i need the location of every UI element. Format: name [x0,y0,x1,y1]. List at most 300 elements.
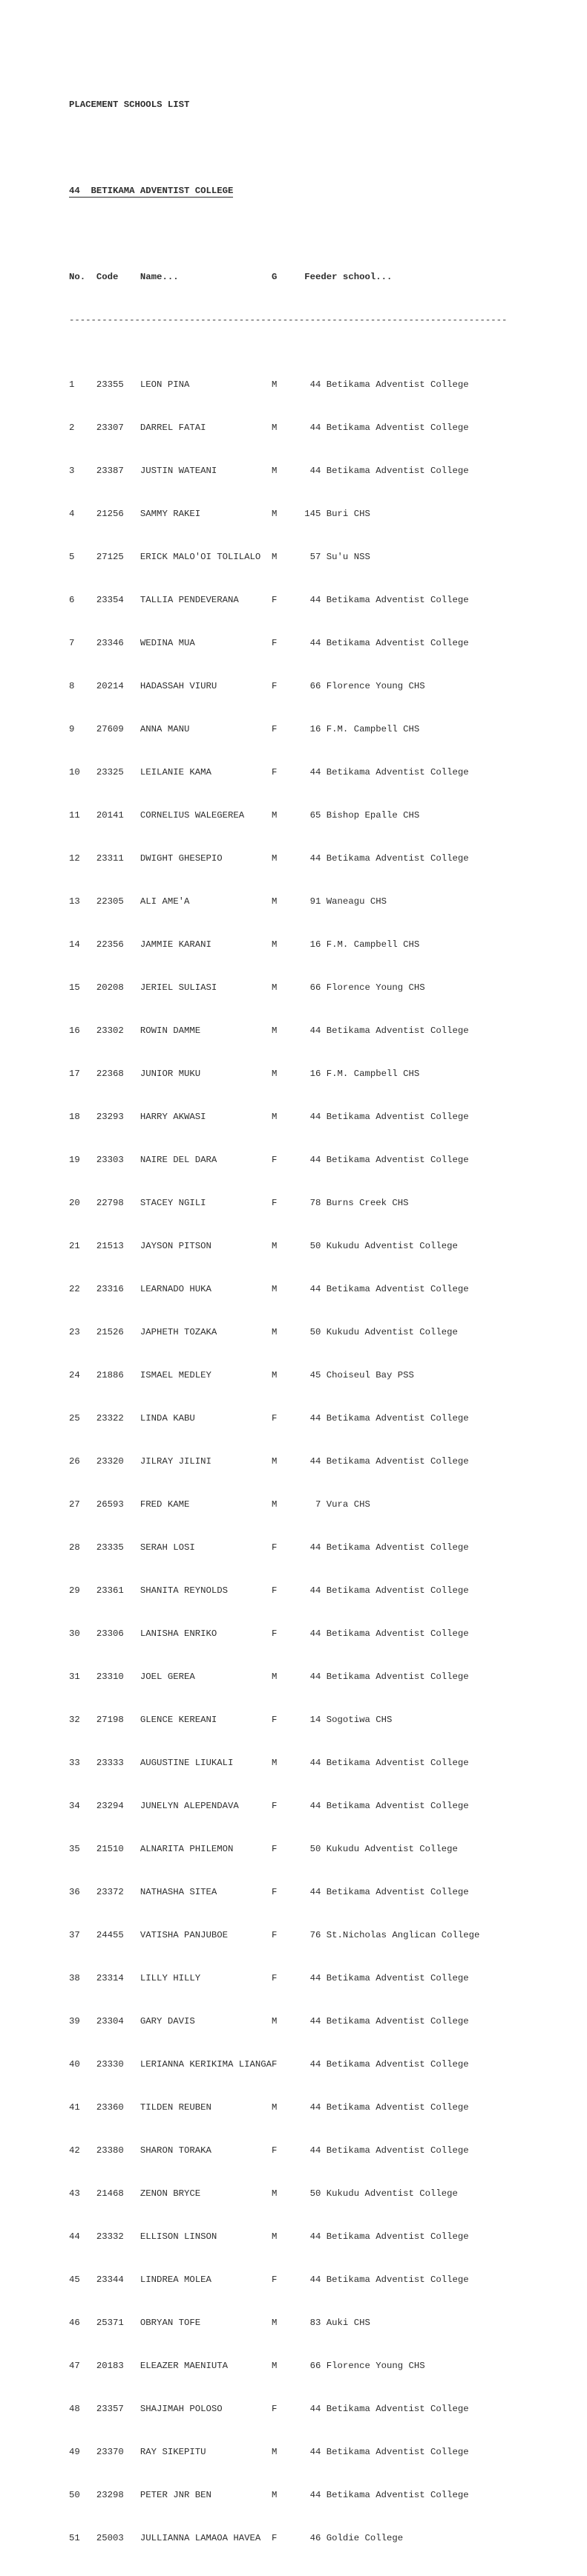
student-gender: F [272,723,278,734]
table-separator: -------------------------------------------------------------------------------- [69,314,508,325]
feeder-code: 44 [309,1412,321,1424]
table-row [69,2275,507,2286]
student-gender: F [272,766,278,777]
table-row [69,1672,507,1683]
feeder-school: Waneagu CHS [326,896,387,907]
school-heading-line [69,186,507,197]
student-gender: M [272,465,278,476]
feeder-school: Betikama Adventist College [326,2015,469,2026]
feeder-school: Betikama Adventist College [326,1283,469,1294]
student-gender: M [272,939,278,950]
feeder-code: 50 [309,2188,321,2199]
student-name: SAMMY RAKEI [140,508,201,519]
table-row [69,1241,507,1252]
student-code: 23314 [96,1972,124,1983]
student-no: 43 [69,2188,80,2199]
student-code: 23360 [96,2101,124,2113]
feeder-school: Choiseul Bay PSS [326,1369,414,1380]
table-row [69,1069,507,1080]
feeder-school: F.M. Campbell CHS [326,1068,420,1079]
table-row [69,379,507,391]
feeder-school: Betikama Adventist College [326,852,469,864]
student-gender: M [272,1671,278,1682]
student-code: 23306 [96,1628,124,1639]
table-row [69,1198,507,1209]
student-code: 23335 [96,1542,124,1553]
table-row [69,1112,507,1123]
feeder-code: 46 [309,2532,321,2543]
student-gender: M [272,1757,278,1768]
student-code: 21886 [96,1369,124,1380]
feeder-code: 44 [309,2101,321,2113]
student-no: 10 [69,766,80,777]
feeder-code: 16 [309,1068,321,1079]
table-row [69,423,507,434]
feeder-school: Betikama Adventist College [326,2058,469,2070]
student-gender: M [272,896,278,907]
student-gender: M [272,1326,278,1337]
table-row [69,810,507,821]
student-name: LEILANIE KAMA [140,766,211,777]
student-gender: F [272,2403,278,2414]
student-code: 27198 [96,1714,124,1725]
student-no: 41 [69,2101,80,2113]
student-name: NAIRE DEL DARA [140,1154,217,1165]
student-gender: F [272,1585,278,1596]
student-code: 23307 [96,422,124,433]
student-name: FRED KAME [140,1499,190,1510]
feeder-school: Betikama Adventist College [326,1886,469,1897]
student-code: 25003 [96,2532,124,2543]
feeder-school: Betikama Adventist College [326,1542,469,1553]
feeder-code: 78 [309,1197,321,1208]
feeder-code: 44 [309,1585,321,1596]
feeder-code: 44 [309,2015,321,2026]
feeder-school: F.M. Campbell CHS [326,723,420,734]
student-code: 23302 [96,1025,124,1036]
table-row [69,2016,507,2027]
student-gender: F [272,1972,278,1983]
student-code: 23316 [96,1283,124,1294]
student-gender: M [272,1068,278,1079]
feeder-school: Betikama Adventist College [326,637,469,648]
column-header-feeder-school: Feeder school... [304,271,393,282]
student-gender: M [272,2231,278,2242]
feeder-school: Betikama Adventist College [326,594,469,605]
feeder-school: Betikama Adventist College [326,1757,469,1768]
student-gender: M [272,809,278,821]
student-code: 27609 [96,723,124,734]
student-code: 20141 [96,809,124,821]
student-code: 22305 [96,896,124,907]
student-no: 29 [69,1585,80,1596]
feeder-school: Betikama Adventist College [326,2274,469,2285]
student-gender: M [272,852,278,864]
feeder-code: 45 [309,1369,321,1380]
feeder-school: Sogotiwa CHS [326,1714,393,1725]
student-no: 11 [69,809,80,821]
student-name: ERICK MALO'OI TOLILALO [140,551,261,562]
feeder-code: 44 [309,1154,321,1165]
student-gender: M [272,2015,278,2026]
student-no: 38 [69,1972,80,1983]
feeder-code: 44 [309,1972,321,1983]
student-name: DARREL FATAI [140,422,206,433]
student-code: 23354 [96,594,124,605]
feeder-school: Betikama Adventist College [326,465,469,476]
feeder-school: Betikama Adventist College [326,2145,469,2156]
student-name: CORNELIUS WALEGEREA [140,809,245,821]
student-code: 23310 [96,1671,124,1682]
student-name: JAMMIE KARANI [140,939,211,950]
table-row [69,2533,507,2544]
student-code: 23344 [96,2274,124,2285]
student-name: PETER JNR BEN [140,2489,211,2500]
feeder-code: 44 [309,1671,321,1682]
student-gender: F [272,1154,278,1165]
school-heading: 44 BETIKAMA ADVENTIST COLLEGE [69,186,233,198]
feeder-code: 65 [309,809,321,821]
student-gender: F [272,2058,278,2070]
student-gender: F [272,1800,278,1811]
student-no: 37 [69,1929,80,1940]
student-code: 21526 [96,1326,124,1337]
feeder-school: Kukudu Adventist College [326,2188,458,2199]
table-row [69,767,507,778]
student-no: 1 [69,379,75,390]
student-no: 42 [69,2145,80,2156]
student-no: 26 [69,1455,80,1467]
student-name: JUNIOR MUKU [140,1068,201,1079]
feeder-school: Florence Young CHS [326,2360,425,2371]
student-name: STACEY NGILI [140,1197,206,1208]
feeder-code: 44 [309,852,321,864]
student-no: 16 [69,1025,80,1036]
column-header-code: Code [96,271,119,282]
feeder-code: 66 [309,2360,321,2371]
student-name: JULLIANNA LAMAOA HAVEA [140,2532,261,2543]
student-gender: M [272,2188,278,2199]
table-row [69,1499,507,1510]
student-no: 3 [69,465,75,476]
student-gender: F [272,2145,278,2156]
table-row [69,2447,507,2458]
student-no: 28 [69,1542,80,1553]
student-gender: M [272,379,278,390]
student-gender: M [272,982,278,993]
feeder-code: 44 [309,2446,321,2457]
feeder-code: 44 [309,1800,321,1811]
student-name: LERIANNA KERIKIMA LIANGA [140,2058,272,2070]
student-code: 27125 [96,551,124,562]
student-no: 39 [69,2015,80,2026]
student-no: 34 [69,1800,80,1811]
student-gender: M [272,1240,278,1251]
student-gender: F [272,1628,278,1639]
student-gender: F [272,1843,278,1854]
student-no: 45 [69,2274,80,2285]
student-no: 17 [69,1068,80,1079]
student-gender: M [272,1283,278,1294]
feeder-school: Betikama Adventist College [326,379,469,390]
student-no: 50 [69,2489,80,2500]
student-no: 12 [69,852,80,864]
table-row [69,466,507,477]
student-gender: M [272,1025,278,1036]
feeder-code: 44 [309,422,321,433]
student-code: 22798 [96,1197,124,1208]
feeder-code: 44 [309,2058,321,2070]
table-row [69,1025,507,1037]
student-code: 23361 [96,1585,124,1596]
student-no: 19 [69,1154,80,1165]
student-no: 40 [69,2058,80,2070]
feeder-code: 7 [315,1499,321,1510]
student-code: 21468 [96,2188,124,2199]
feeder-school: Kukudu Adventist College [326,1326,458,1337]
feeder-code: 44 [309,1283,321,1294]
student-code: 23380 [96,2145,124,2156]
student-no: 20 [69,1197,80,1208]
feeder-school: Betikama Adventist College [326,1412,469,1424]
student-gender: F [272,1197,278,1208]
feeder-code: 66 [309,680,321,691]
table-row [69,982,507,994]
feeder-school: Betikama Adventist College [326,1025,469,1036]
feeder-code: 76 [309,1929,321,1940]
feeder-code: 57 [309,551,321,562]
student-code: 26593 [96,1499,124,1510]
feeder-code: 16 [309,723,321,734]
table-row [69,1887,507,1898]
table-row [69,1844,507,1855]
student-no: 18 [69,1111,80,1122]
student-name: ANNA MANU [140,723,190,734]
student-no: 21 [69,1240,80,1251]
student-gender: M [272,1111,278,1122]
feeder-school: Betikama Adventist College [326,1800,469,1811]
table-row [69,2188,507,2200]
student-gender: M [272,2489,278,2500]
student-name: LILLY HILLY [140,1972,201,1983]
feeder-school: Betikama Adventist College [326,766,469,777]
student-name: SHANITA REYNOLDS [140,1585,228,1596]
student-name: SHARON TORAKA [140,2145,211,2156]
student-code: 23333 [96,1757,124,1768]
student-gender: M [272,1455,278,1467]
student-code: 23304 [96,2015,124,2026]
student-gender: M [272,422,278,433]
student-name: TILDEN REUBEN [140,2101,211,2113]
student-gender: F [272,2274,278,2285]
table-row [69,1801,507,1812]
student-gender: F [272,1542,278,1553]
student-gender: M [272,2317,278,2328]
student-no: 30 [69,1628,80,1639]
feeder-code: 44 [309,1886,321,1897]
feeder-school: Betikama Adventist College [326,1671,469,1682]
table-row [69,1413,507,1424]
student-no: 49 [69,2446,80,2457]
table-row [69,595,507,606]
feeder-code: 44 [309,637,321,648]
feeder-school: Kukudu Adventist College [326,1240,458,1251]
student-code: 20214 [96,680,124,691]
student-no: 6 [69,594,75,605]
student-no: 22 [69,1283,80,1294]
student-name: VATISHA PANJUBOE [140,1929,228,1940]
table-row [69,2404,507,2415]
feeder-code: 145 [304,508,321,519]
student-name: LINDA KABU [140,1412,195,1424]
feeder-school: Betikama Adventist College [326,2489,469,2500]
feeder-school: St.Nicholas Anglican College [326,1929,480,1940]
feeder-school: Vura CHS [326,1499,370,1510]
feeder-code: 14 [309,1714,321,1725]
student-gender: M [272,1499,278,1510]
student-no: 48 [69,2403,80,2414]
student-name: JAYSON PITSON [140,1240,211,1251]
table-row [69,1715,507,1726]
feeder-code: 50 [309,1240,321,1251]
student-no: 46 [69,2317,80,2328]
feeder-school: Bishop Epalle CHS [326,809,420,821]
student-code: 23298 [96,2489,124,2500]
feeder-code: 44 [309,1628,321,1639]
student-name: SHAJIMAH POLOSO [140,2403,223,2414]
table-row [69,2231,507,2243]
feeder-code: 44 [309,465,321,476]
student-code: 23387 [96,465,124,476]
table-row [69,1628,507,1640]
student-no: 32 [69,1714,80,1725]
student-name: SERAH LOSI [140,1542,195,1553]
table-row [69,552,507,563]
feeder-code: 44 [309,766,321,777]
feeder-school: Betikama Adventist College [326,2101,469,2113]
student-no: 9 [69,723,75,734]
column-header-gender: G [272,271,278,282]
feeder-school: Burns Creek CHS [326,1197,409,1208]
feeder-school: Betikama Adventist College [326,1111,469,1122]
table-row [69,1930,507,1941]
student-name: HARRY AKWASI [140,1111,206,1122]
table-row [69,896,507,907]
feeder-code: 50 [309,1843,321,1854]
student-code: 23293 [96,1111,124,1122]
student-name: DWIGHT GHESEPIO [140,852,223,864]
table-row [69,1542,507,1553]
student-name: LEARNADO HUKA [140,1283,211,1294]
student-gender: F [272,1714,278,1725]
document-page [69,67,507,2576]
student-name: LEON PINA [140,379,190,390]
student-gender: F [272,637,278,648]
student-name: ROWIN DAMME [140,1025,201,1036]
table-row [69,1370,507,1381]
student-code: 23332 [96,2231,124,2242]
student-gender: M [272,508,278,519]
student-name: GARY DAVIS [140,2015,195,2026]
student-code: 23357 [96,2403,124,2414]
student-name: JUSTIN WATEANI [140,465,217,476]
student-code: 22368 [96,1068,124,1079]
feeder-school: Su'u NSS [326,551,370,562]
student-name: RAY SIKEPITU [140,2446,206,2457]
student-gender: M [272,1369,278,1380]
table-row [69,2361,507,2372]
student-no: 51 [69,2532,80,2543]
student-no: 23 [69,1326,80,1337]
table-row [69,2318,507,2329]
student-no: 31 [69,1671,80,1682]
student-no: 27 [69,1499,80,1510]
student-name: NATHASHA SITEA [140,1886,217,1897]
table-row [69,681,507,692]
feeder-code: 16 [309,939,321,950]
feeder-code: 44 [309,2231,321,2242]
student-code: 23311 [96,852,124,864]
table-row [69,939,507,950]
student-name: ELEAZER MAENIUTA [140,2360,228,2371]
table-row [69,2490,507,2501]
feeder-code: 66 [309,982,321,993]
feeder-code: 50 [309,1326,321,1337]
student-name: JOEL GEREA [140,1671,195,1682]
feeder-code: 44 [309,1111,321,1122]
feeder-school: Goldie College [326,2532,404,2543]
feeder-code: 44 [309,379,321,390]
student-code: 23346 [96,637,124,648]
student-gender: M [272,2446,278,2457]
student-gender: F [272,1886,278,1897]
feeder-school: Auki CHS [326,2317,370,2328]
table-header-row [69,272,507,283]
feeder-school: Florence Young CHS [326,982,425,993]
student-code: 21256 [96,508,124,519]
student-name: HADASSAH VIURU [140,680,217,691]
table-row [69,1284,507,1295]
feeder-school: F.M. Campbell CHS [326,939,420,950]
table-row [69,1155,507,1166]
student-no: 44 [69,2231,80,2242]
student-name: GLENCE KEREANI [140,1714,217,1725]
feeder-code: 44 [309,1025,321,1036]
student-no: 35 [69,1843,80,1854]
student-code: 23330 [96,2058,124,2070]
feeder-school: Kukudu Adventist College [326,1843,458,1854]
table-row [69,1973,507,1984]
feeder-school: Betikama Adventist College [326,2231,469,2242]
student-name: LANISHA ENRIKO [140,1628,217,1639]
feeder-code: 44 [309,1542,321,1553]
student-no: 7 [69,637,75,648]
student-code: 23372 [96,1886,124,1897]
student-name: JAPHETH TOZAKA [140,1326,217,1337]
table-row [69,1585,507,1597]
student-name: ISMAEL MEDLEY [140,1369,211,1380]
student-no: 25 [69,1412,80,1424]
student-code: 21513 [96,1240,124,1251]
student-gender: M [272,2101,278,2113]
table-row [69,2145,507,2156]
student-name: ELLISON LINSON [140,2231,217,2242]
student-code: 21510 [96,1843,124,1854]
feeder-code: 44 [309,1757,321,1768]
table-row [69,724,507,735]
student-gender: F [272,594,278,605]
feeder-school: Betikama Adventist College [326,1585,469,1596]
